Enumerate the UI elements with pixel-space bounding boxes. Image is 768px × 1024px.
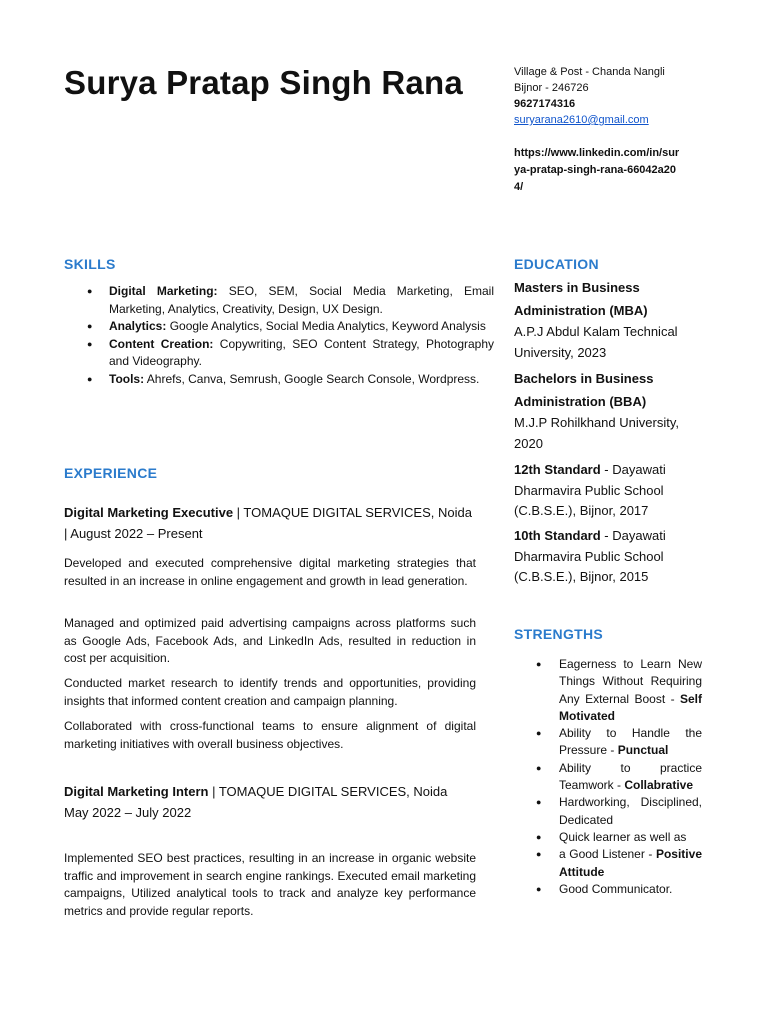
job-company: | TOMAQUE DIGITAL SERVICES, Noida | August 2022 – Present	[64, 505, 472, 541]
strength-text: Eagerness to Learn New Things Without Requiring Any External Boost -	[559, 657, 702, 706]
education-degree: Bachelors in Business Administration (BBA)	[514, 371, 654, 409]
strength-highlight: Collabrative	[624, 778, 694, 793]
skills-list	[64, 283, 494, 388]
candidate-name: Surya Pratap Singh Rana	[64, 64, 463, 101]
address-line-1: Village & Post - Chanda Nangli	[514, 66, 665, 78]
strength-item	[514, 656, 702, 725]
education-degree: 10th Standard	[514, 528, 601, 543]
skill-label: Digital Marketing:	[109, 284, 218, 298]
email-link[interactable]: suryarana2610@gmail.com	[514, 114, 649, 126]
phone-number: 9627174316	[514, 98, 576, 110]
strength-item	[514, 725, 702, 760]
job-role: Digital Marketing Intern	[64, 784, 209, 799]
education-item	[514, 460, 704, 522]
skill-item	[64, 336, 494, 371]
linkedin-url[interactable]: https://www.linkedin.com/in/surya-pratap-singh-rana-66042a204/	[514, 147, 680, 193]
skill-label: Tools:	[109, 371, 145, 386]
education-item	[514, 367, 704, 454]
strengths-heading: STRENGTHS	[514, 626, 604, 642]
skill-text: Google Analytics, Social Media Analytics, Keyword Analysis	[166, 319, 486, 333]
strength-text: a Good Listener -	[559, 847, 656, 862]
education-item	[514, 526, 704, 588]
job-company: | TOMAQUE DIGITAL SERVICES, Noida	[208, 784, 448, 799]
job-bullet: Developed and executed comprehensive digital marketing strategies that resulted in an increase in online engagement and growth in lead generation.	[64, 556, 476, 588]
education-detail: A.P.J Abdul Kalam Technical University, 2023	[514, 324, 678, 360]
education-detail: M.J.P Rohilkhand University, 2020	[514, 415, 679, 451]
strength-text: Quick learner as well as	[559, 829, 687, 844]
skills-heading: SKILLS	[64, 256, 116, 272]
strength-item	[514, 794, 702, 829]
strength-text: Ability to Handle the Pressure -	[559, 726, 702, 758]
job-dates: May 2022 – July 2022	[64, 805, 192, 820]
education-degree: 12th Standard	[514, 462, 601, 477]
skill-item	[64, 318, 494, 336]
skill-label: Content Creation:	[109, 336, 214, 351]
skill-text: Copywriting, SEO Content Strategy, Photography and Videography.	[109, 336, 495, 368]
strength-highlight: Punctual	[617, 743, 669, 758]
job-bullet: Managed and optimized paid advertising campaigns across platforms such as Google Ads, Facebook Ads, and LinkedIn Ads, resulted in reduction in cost per acquisition.	[64, 616, 476, 665]
skill-text: SEO, SEM, Social Media Marketing, Email Marketing, Analytics, Creativity, Design, UX Design.	[109, 284, 494, 316]
strength-item	[514, 829, 702, 846]
education-heading: EDUCATION	[514, 256, 599, 272]
strength-item	[514, 881, 702, 898]
job-bullet: Conducted market research to identify trends and opportunities, providing insights that informed content creation and campaign planning.	[64, 676, 476, 708]
skill-label: Analytics:	[109, 319, 167, 333]
skill-text: Ahrefs, Canva, Semrush, Google Search Console, Wordpress.	[144, 371, 480, 386]
education-detail: - Dayawati Dharmavira Public School (C.B.S.E.), Bijnor, 2015	[514, 528, 666, 584]
job-bullet: Implemented SEO best practices, resulting in an increase in organic website traffic and improvement in search engine rankings. Executed email marketing campaigns, Utilized analytical tools to track and analyze key performance metrics and provide regular reports.	[64, 851, 476, 918]
job-header	[64, 781, 476, 823]
address-line-2: Bijnor - 246726	[514, 82, 589, 94]
job-role: Digital Marketing Executive	[64, 505, 234, 520]
strength-highlight: Positive Attitude	[559, 847, 702, 879]
education-item	[514, 276, 704, 363]
strength-text: Good Communicator.	[559, 881, 673, 896]
strength-highlight: Self Motivated	[559, 691, 702, 723]
experience-heading: EXPERIENCE	[64, 465, 158, 481]
job-bullet: Collaborated with cross-functional teams to ensure alignment of digital marketing initiatives with overall business objectives.	[64, 719, 476, 751]
education-degree: Masters in Business Administration (MBA)	[514, 280, 648, 318]
strength-text: Ability to practice Teamwork -	[559, 760, 702, 793]
skill-item	[64, 283, 494, 318]
job-header	[64, 502, 476, 544]
strength-item	[514, 846, 702, 881]
contact-block	[514, 64, 704, 196]
strength-text: Hardworking, Disciplined, Dedicated	[559, 795, 702, 827]
strength-item	[514, 760, 702, 795]
education-detail: - Dayawati Dharmavira Public School (C.B.S.E.), Bijnor, 2017	[514, 462, 666, 518]
strengths-list	[514, 656, 702, 898]
skill-item	[64, 371, 494, 389]
